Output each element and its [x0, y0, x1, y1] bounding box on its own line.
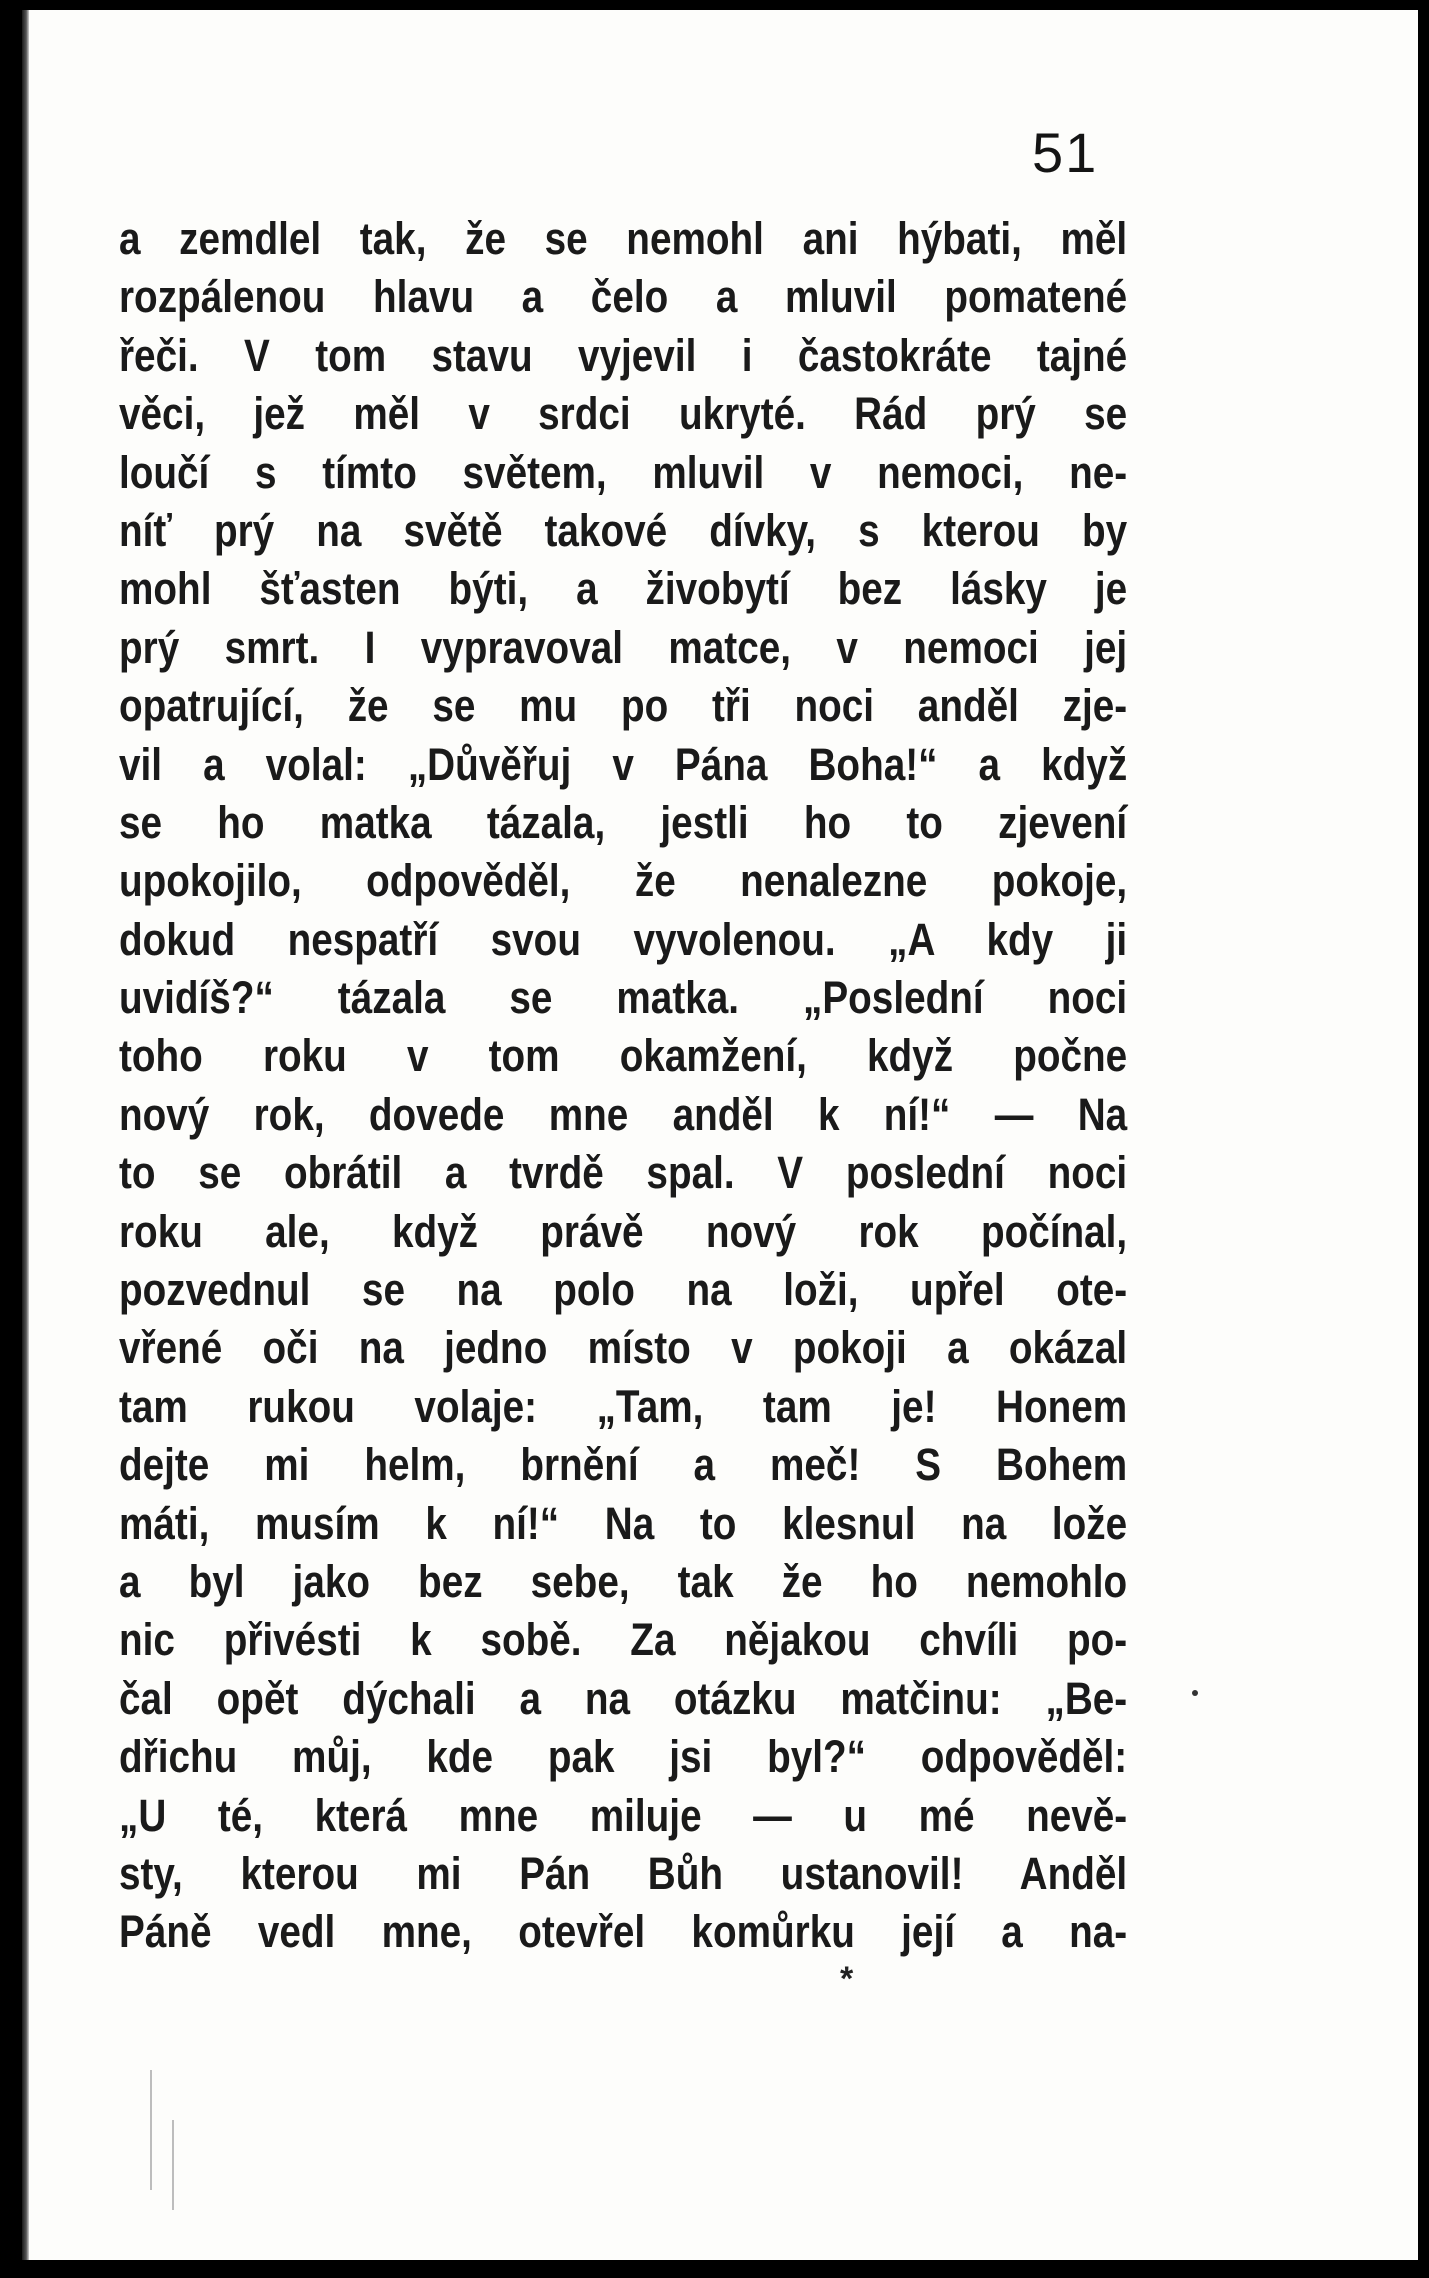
book-page: [22, 10, 1418, 2260]
text-line: máti, musím k ní!“ Na to klesnul na lože: [119, 1497, 1128, 1549]
text-line: vřené oči na jedno místo v pokoji a okázal: [119, 1322, 1128, 1374]
text-line: dejte mi helm, brnění a meč! S Bohem: [119, 1439, 1128, 1491]
text-line: a byl jako bez sebe, tak že ho nemohlo: [119, 1555, 1128, 1607]
text-line: toho roku v tom okamžení, když počne: [119, 1030, 1128, 1082]
text-line: opatrující, že se mu po tři noci anděl zje-: [119, 680, 1128, 732]
page-gutter-shadow: [22, 10, 29, 2260]
text-line: mohl šťasten býti, a živobytí bez lásky je: [119, 563, 1128, 615]
text-line: níť prý na světě takové dívky, s kterou by: [119, 504, 1128, 556]
signature-mark: *: [840, 1960, 854, 1998]
text-line: věci, jež měl v srdci ukryté. Rád prý se: [119, 388, 1128, 440]
page-number: 51: [1032, 121, 1099, 184]
text-line: Páně vedl mne, otevřel komůrku její a na-: [119, 1906, 1128, 1958]
text-line: nic přivésti k sobě. Za nějakou chvíli po-: [119, 1614, 1128, 1666]
text-line: vil a volal: „Důvěřuj v Pána Boha!“ a když: [119, 738, 1128, 790]
text-line: pozvednul se na polo na loži, upřel ote-: [119, 1264, 1128, 1316]
text-line: uvidíš?“ tázala se matka. „Poslední noci: [119, 972, 1128, 1024]
text-line: „U té, která mne miluje — u mé nevě-: [119, 1789, 1128, 1841]
body-text: [119, 210, 1127, 1962]
text-line: řeči. V tom stavu vyjevil i častokráte tajné: [119, 329, 1128, 381]
text-line: nový rok, dovede mne anděl k ní!“ — Na: [119, 1088, 1128, 1140]
text-line: upokojilo, odpověděl, že nenalezne pokoje,: [119, 855, 1128, 907]
text-line: dokud nespatří svou vyvolenou. „A kdy ji: [119, 913, 1128, 965]
text-line: to se obrátil a tvrdě spal. V poslední noci: [119, 1147, 1128, 1199]
text-line: tam rukou volaje: „Tam, tam je! Honem: [119, 1380, 1128, 1432]
text-line: sty, kterou mi Pán Bůh ustanovil! Anděl: [119, 1847, 1128, 1899]
text-line: čal opět dýchali a na otázku matčinu: „Be-: [119, 1672, 1128, 1724]
text-line: a zemdlel tak, že se nemohl ani hýbati, měl: [119, 213, 1128, 264]
text-line: prý smrt. I vypravoval matce, v nemoci jej: [119, 621, 1128, 673]
text-line: rozpálenou hlavu a čelo a mluvil pomatené: [119, 271, 1128, 323]
text-line: se ho matka tázala, jestli ho to zjevení: [119, 796, 1128, 848]
margin-smudge: [150, 2070, 152, 2190]
text-line: loučí s tímto světem, mluvil v nemoci, ne-: [119, 446, 1128, 498]
text-line: dřichu můj, kde pak jsi byl?“ odpověděl:: [119, 1731, 1128, 1783]
text-line: roku ale, když právě nový rok počínal,: [119, 1205, 1128, 1257]
margin-speck: [1192, 1690, 1198, 1696]
margin-smudge: [172, 2120, 174, 2210]
